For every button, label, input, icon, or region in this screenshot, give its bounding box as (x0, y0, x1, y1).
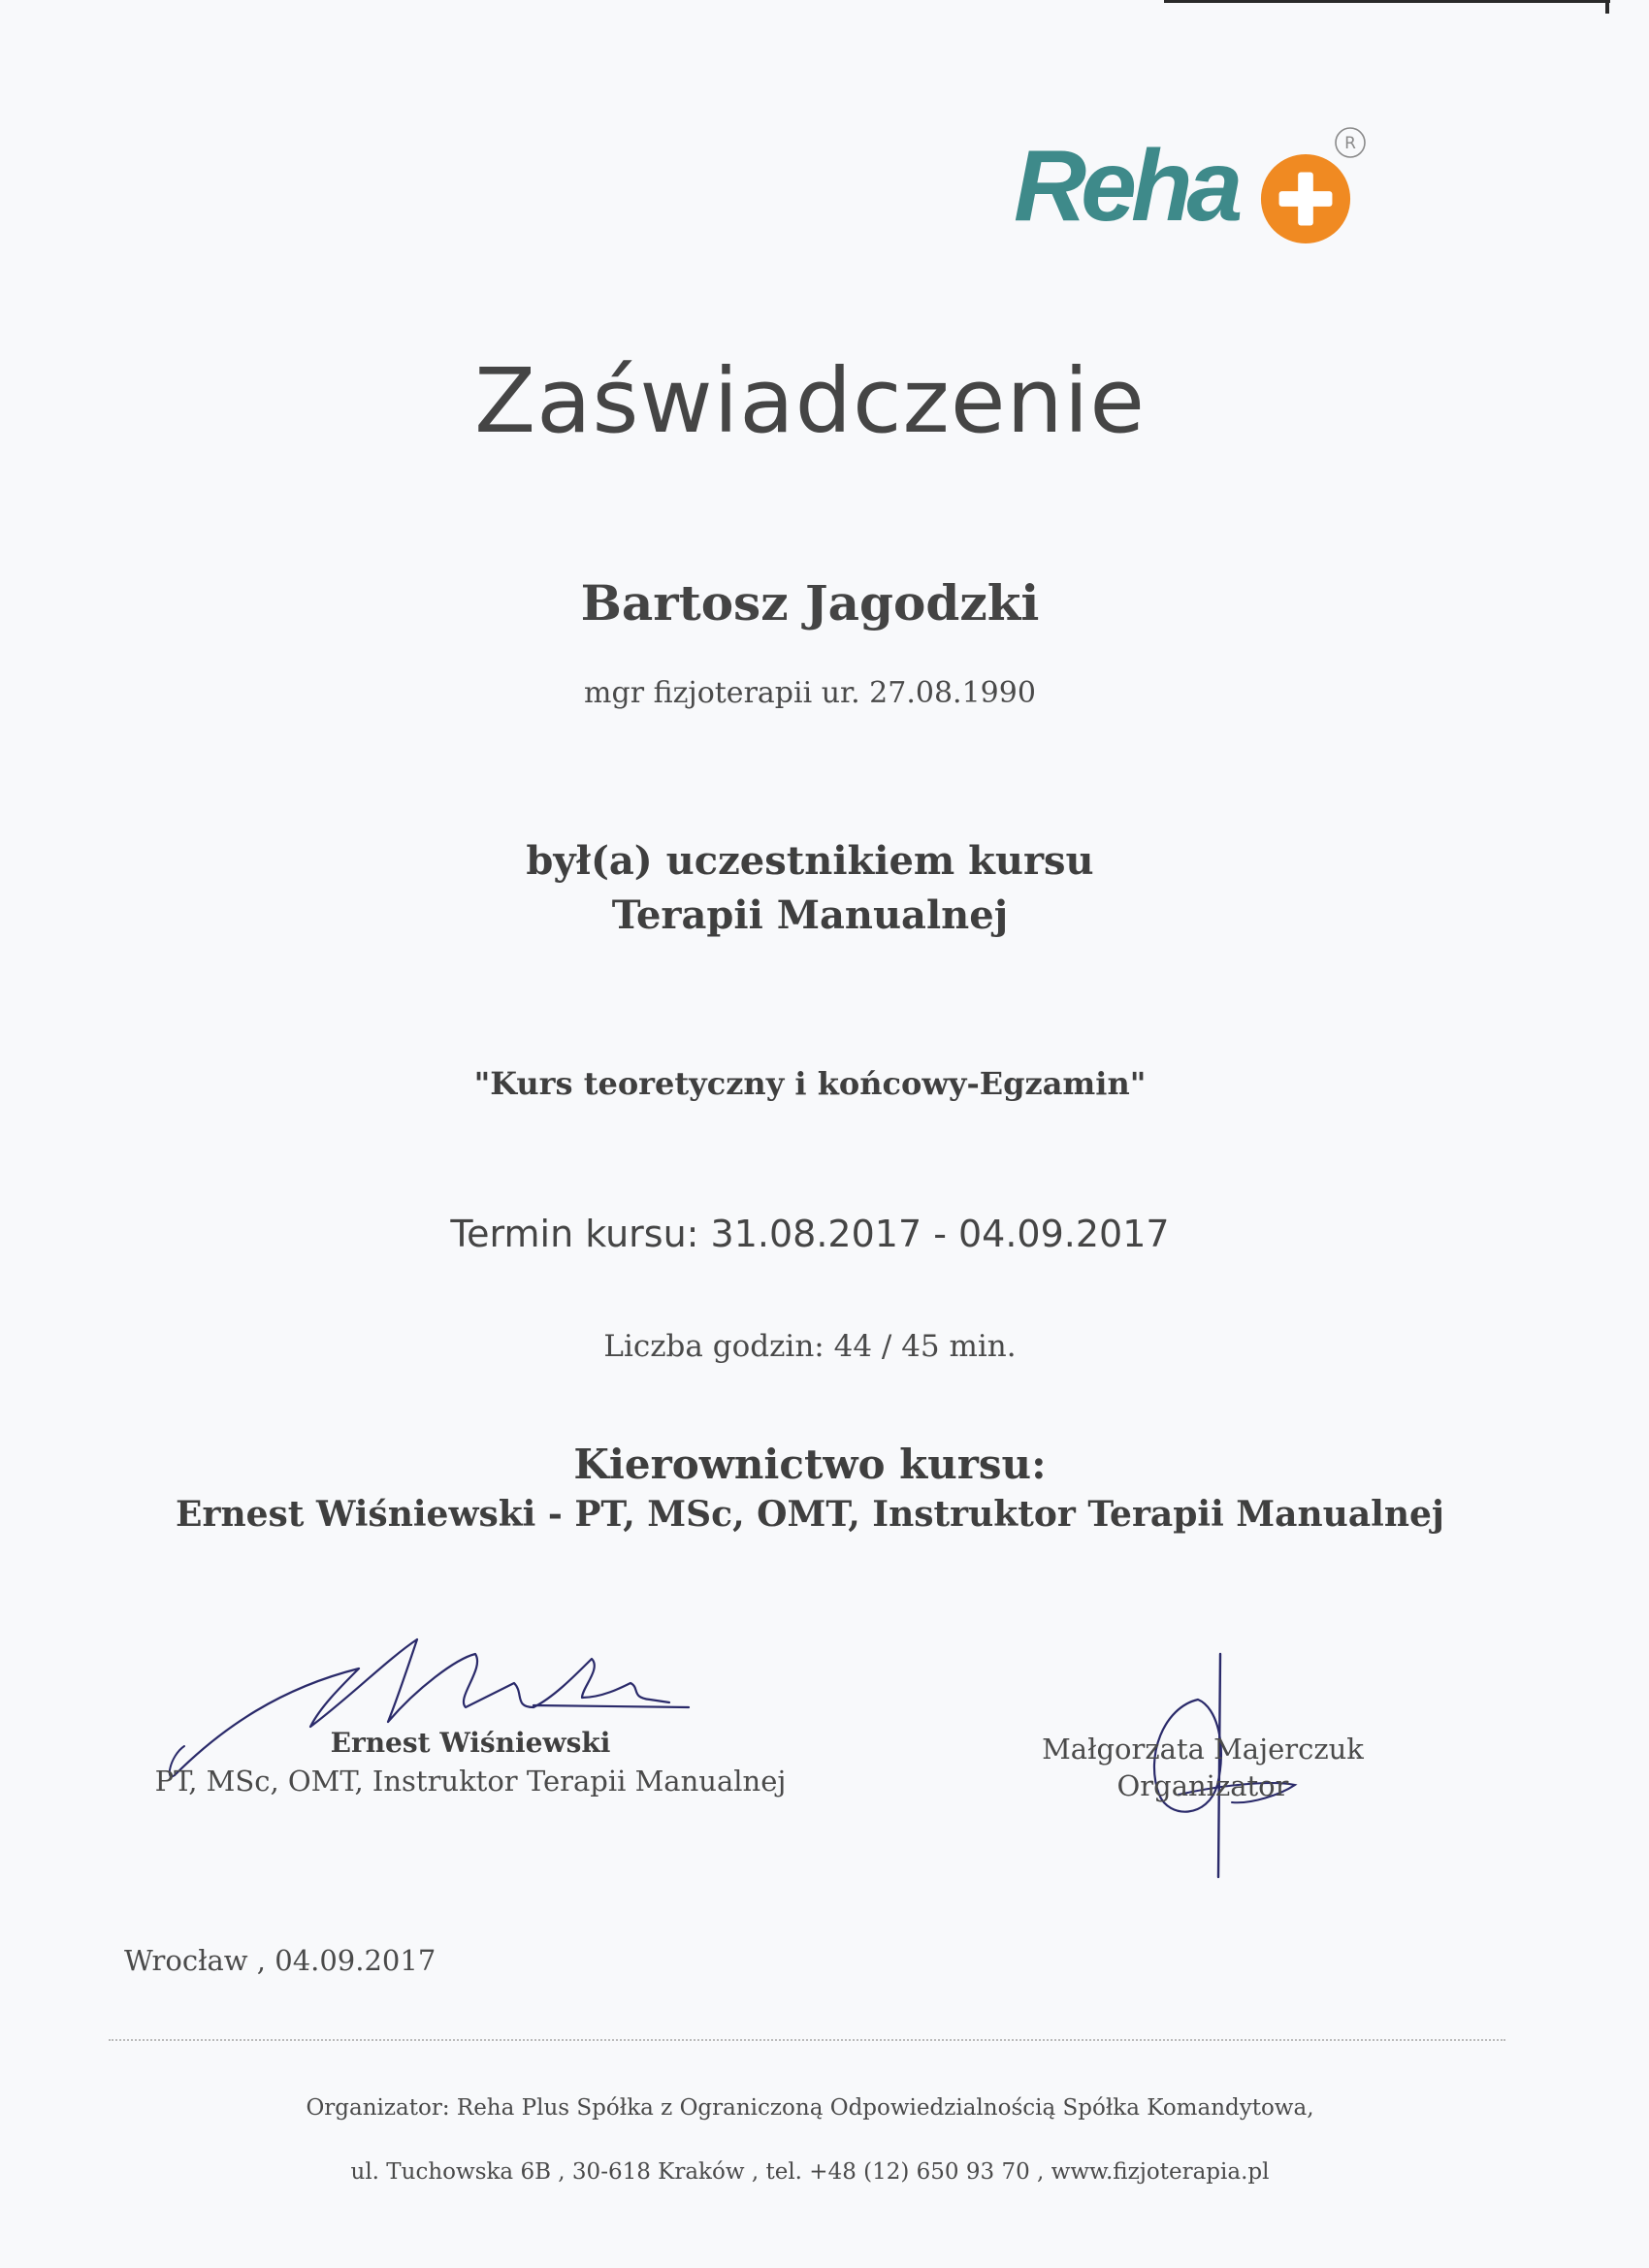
participant-statement (0, 834, 1620, 943)
right-signature-block (1038, 1733, 1368, 1802)
reha-plus-logo (1014, 126, 1373, 252)
leadership-heading: Kierownictwo kursu: (573, 1441, 1047, 1488)
place-and-date: Wrocław , 04.09.2017 (124, 1944, 436, 1977)
logo-brand-text: Reha (1014, 130, 1238, 243)
footer-organizer-line: Organizator: Reha Plus Spółka z Ograniczoną Odpowiedzialnością Spółka Komandytowa, (306, 2095, 1314, 2121)
registered-mark-icon (1334, 126, 1367, 159)
leadership-body: Ernest Wiśniewski - PT, MSc, OMT, Instruktor Terapii Manualnej (176, 1494, 1444, 1535)
left-signer-role: PT, MSc, OMT, Instruktor Terapii Manualnej (154, 1765, 787, 1798)
participant-line-2: Terapii Manualnej (611, 892, 1009, 938)
plus-icon (1258, 151, 1353, 246)
certificate-title: Zaświadczenie (474, 349, 1146, 453)
footer-address-line: ul. Tuchowska 6B , 30-618 Kraków , tel. +48 (12) 650 93 70 , www.fizjoterapia.pl (350, 2159, 1270, 2185)
footer-divider (109, 2039, 1505, 2041)
scan-edge-top (1164, 0, 1610, 3)
participant-line-1: był(a) uczestnikiem kursu (526, 838, 1094, 884)
course-hours: Liczba godzin: 44 / 45 min. (603, 1329, 1017, 1364)
scan-edge-right (1605, 0, 1609, 14)
course-term: Termin kursu: 31.08.2017 - 04.09.2017 (450, 1213, 1170, 1255)
recipient-name: Bartosz Jagodzki (580, 574, 1040, 632)
right-signer-role: Organizator (1116, 1769, 1289, 1802)
registered-mark-text: R (1344, 134, 1356, 153)
right-signer-name: Małgorzata Majerczuk (1042, 1733, 1364, 1766)
left-signature-block (146, 1727, 795, 1798)
recipient-subtitle: mgr fizjoterapii ur. 27.08.1990 (584, 676, 1036, 710)
left-signer-name: Ernest Wiśniewski (330, 1727, 611, 1759)
course-type: "Kurs teoretyczny i końcowy-Egzamin" (473, 1065, 1147, 1102)
